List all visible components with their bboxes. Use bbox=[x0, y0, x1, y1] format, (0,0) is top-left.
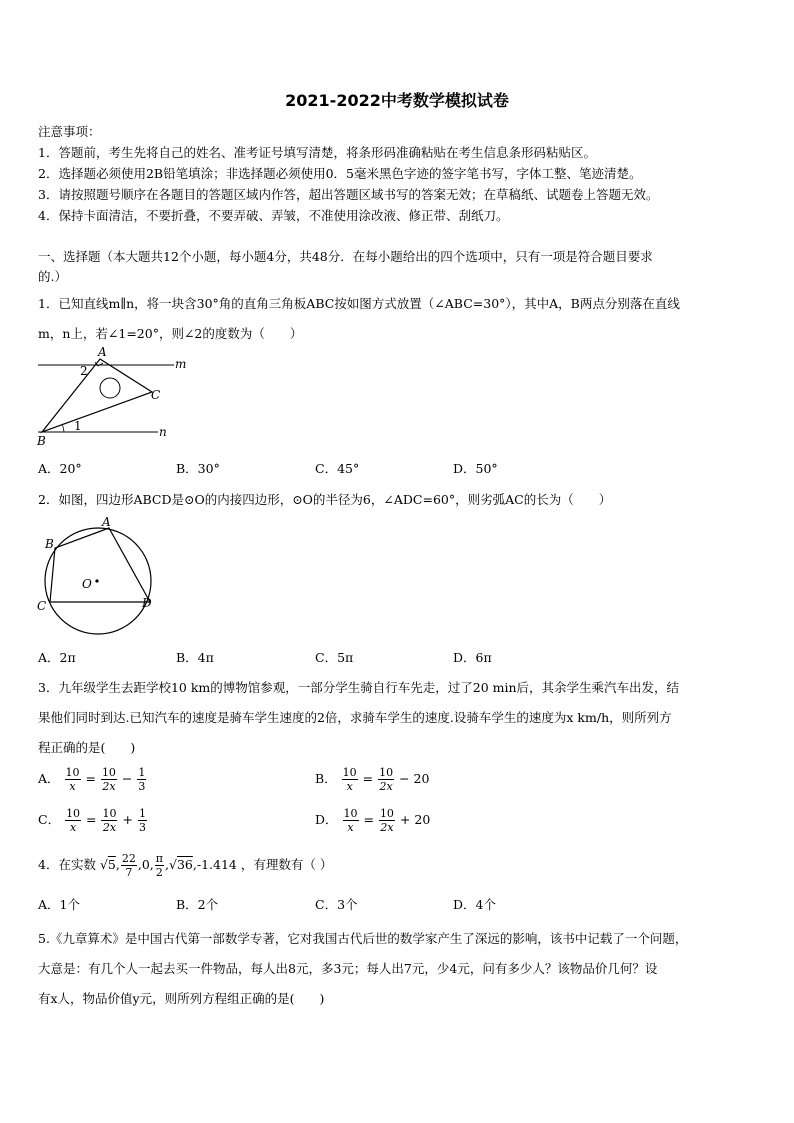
radicand: 36 bbox=[176, 857, 193, 872]
fraction bbox=[342, 766, 358, 793]
q4-text: 4．在实数 √5, $\frac{22}{7}$ ,0, $\frac{\pi}{2}$ ,√36,-1.414 ，有理数有（ ） bbox=[38, 852, 333, 879]
label-angle-2: 2 bbox=[80, 364, 88, 378]
sqrt-5: √5 bbox=[99, 857, 116, 872]
fraction-22-7 bbox=[121, 852, 137, 879]
denominator: 2x bbox=[380, 821, 394, 834]
denominator: 2x bbox=[379, 780, 393, 793]
q1-figure bbox=[34, 344, 194, 448]
label-b: B bbox=[37, 434, 46, 448]
triangle-abc bbox=[42, 359, 152, 432]
option-label: C． bbox=[38, 812, 61, 827]
denominator: x bbox=[346, 780, 353, 793]
notice-heading: 注意事项： bbox=[38, 124, 101, 139]
q3-option-b[interactable]: B． $\frac{10}{x}$ = $\frac{10}{2x}$ − 20 bbox=[315, 766, 430, 793]
fraction-pi-2 bbox=[155, 852, 164, 879]
q2-option-b[interactable]: B．4π bbox=[176, 650, 214, 665]
label-a: A bbox=[98, 345, 107, 359]
denominator: x bbox=[69, 780, 76, 793]
constant-term: + 20 bbox=[399, 812, 431, 827]
denominator: x bbox=[69, 821, 77, 834]
label-d: D bbox=[142, 596, 152, 610]
label-b: B bbox=[45, 537, 54, 551]
page-title: 2021-2022中考数学模拟试卷 bbox=[285, 91, 509, 110]
label-n: n bbox=[159, 425, 167, 439]
fraction bbox=[137, 766, 146, 793]
numerator: 10 bbox=[101, 766, 116, 779]
q2-option-a[interactable]: A．2π bbox=[38, 650, 76, 665]
numerator: 10 bbox=[102, 807, 117, 820]
numerator: 1 bbox=[138, 807, 146, 820]
numerator: 10 bbox=[66, 807, 81, 820]
center-point bbox=[95, 579, 98, 582]
q3-text-line3: 程正确的是( ) bbox=[38, 740, 136, 755]
q3-option-c[interactable]: C． $\frac{10}{x}$ = $\frac{10}{2x}$ + $\frac{1}{3}$ bbox=[38, 807, 146, 834]
label-c: C bbox=[151, 388, 161, 402]
label-m: m bbox=[175, 357, 187, 371]
numerator: 1 bbox=[138, 766, 146, 779]
denominator: 3 bbox=[138, 780, 146, 793]
option-label: A． bbox=[38, 771, 60, 786]
numerator: 22 bbox=[121, 852, 136, 865]
q4-option-a[interactable]: A．1个 bbox=[38, 897, 80, 912]
q4-option-c[interactable]: C．3个 bbox=[315, 897, 358, 912]
notice-item: 3．请按照题号顺序在各题目的答题区域内作答，超出答题区域书写的答案无效；在草稿纸、试题卷上答题无效。 bbox=[38, 187, 659, 202]
q1-option-a[interactable]: A．20° bbox=[38, 461, 82, 476]
fraction bbox=[138, 807, 147, 834]
numerator: 10 bbox=[379, 766, 394, 779]
fraction bbox=[65, 807, 81, 834]
q4-suffix: ，有理数有（ ） bbox=[240, 857, 333, 872]
fraction bbox=[379, 807, 395, 834]
notice-item: 2．选择题必须使用2B铅笔填涂；非选择题必须使用0．5毫米黑色字迹的签字笔书写，字体工整、笔迹清楚。 bbox=[38, 166, 642, 181]
numerator: 10 bbox=[343, 807, 358, 820]
q3-option-a[interactable]: A． $\frac{10}{x}$ = $\frac{10}{2x}$ − $\frac{1}{3}$ bbox=[38, 766, 146, 793]
section-heading-line2: 的.） bbox=[38, 269, 67, 284]
denominator: x bbox=[347, 821, 354, 834]
fraction bbox=[343, 807, 359, 834]
q4-prefix: 4．在实数 bbox=[38, 857, 96, 872]
q4-option-b[interactable]: B．2个 bbox=[176, 897, 219, 912]
option-label: D． bbox=[315, 812, 338, 827]
q3-option-d[interactable]: D． $\frac{10}{x}$ = $\frac{10}{2x}$ + 20 bbox=[315, 807, 431, 834]
constant-term: − 20 bbox=[399, 771, 430, 786]
q1-text-line1: 1．已知直线m∥n，将一块含30°角的直角三角板ABC按如图方式放置（∠ABC=30°），其中A，B两点分别落在直线 bbox=[38, 296, 680, 311]
option-label: B． bbox=[315, 771, 337, 786]
operator: + bbox=[122, 812, 133, 827]
label-a: A bbox=[102, 515, 111, 529]
operator: − bbox=[121, 771, 133, 786]
q4-option-d[interactable]: D．4个 bbox=[453, 897, 496, 912]
q1-option-d[interactable]: D．50° bbox=[453, 461, 498, 476]
zero-value: 0 bbox=[141, 857, 150, 872]
q5-text-line2: 大意是：有几个人一起去买一件物品，每人出8元，多3元；每人出7元，少4元，问有多少人？该物品价几何？设 bbox=[38, 961, 658, 976]
numerator: π bbox=[155, 852, 163, 865]
fraction bbox=[378, 766, 394, 793]
sqrt-36: √36 bbox=[168, 857, 193, 872]
q2-text: 2．如图，四边形ABCD是⊙O的内接四边形，⊙O的半径为6，∠ADC=60°，则劣弧AC的长为（ ） bbox=[38, 492, 612, 507]
fraction bbox=[101, 807, 117, 834]
q3-text-line1: 3．九年级学生去距学校10 km的博物馆参观，一部分学生骑自行车先走，过了20 min后，其余学生乘汽车出发，结 bbox=[38, 680, 680, 695]
decimal-value: -1.414 bbox=[196, 857, 237, 872]
q2-figure bbox=[34, 514, 164, 642]
q5-text-line1: 5.《九章算术》是中国古代第一部数学专著，它对我国古代后世的数学家产生了深远的影响，该书中记载了一个问题， bbox=[38, 931, 688, 946]
notice-item: 1．答题前，考生先将自己的姓名、准考证号填写清楚，将条形码准确粘贴在考生信息条形码粘贴区。 bbox=[38, 145, 596, 160]
q1-option-b[interactable]: B．30° bbox=[176, 461, 220, 476]
label-o: O bbox=[82, 577, 92, 591]
triangle-hole bbox=[100, 378, 120, 398]
angle-1-arc bbox=[62, 424, 64, 432]
numerator: 10 bbox=[342, 766, 357, 779]
section-heading-line1: 一、选择题（本大题共12个小题，每小题4分，共48分．在每小题给出的四个选项中，只有一项是符合题目要求 bbox=[38, 249, 653, 264]
label-c: C bbox=[37, 599, 47, 613]
denominator: 2x bbox=[102, 821, 117, 834]
denominator: 2 bbox=[155, 866, 163, 879]
q5-text-line3: 有x人，物品价值y元，则所列方程组正确的是( ) bbox=[38, 991, 325, 1006]
denominator: 7 bbox=[125, 866, 133, 879]
q1-text-line2: m，n上，若∠1=20°，则∠2的度数为（ ） bbox=[38, 326, 303, 341]
q2-option-d[interactable]: D．6π bbox=[453, 650, 492, 665]
denominator: 2x bbox=[102, 780, 116, 793]
radicand: 5 bbox=[107, 857, 116, 872]
label-angle-1: 1 bbox=[74, 419, 82, 433]
fraction bbox=[65, 766, 81, 793]
denominator: 3 bbox=[138, 821, 146, 834]
numerator: 10 bbox=[65, 766, 80, 779]
q2-option-c[interactable]: C．5π bbox=[315, 650, 354, 665]
q3-text-line2: 果他们同时到达.已知汽车的速度是骑车学生速度的2倍，求骑车学生的速度.设骑车学生的速度为x km/h，则所列方 bbox=[38, 710, 672, 725]
q1-option-c[interactable]: C．45° bbox=[315, 461, 360, 476]
numerator: 10 bbox=[379, 807, 394, 820]
fraction bbox=[101, 766, 117, 793]
notice-item: 4．保持卡面清洁，不要折叠，不要弄破、弄皱，不准使用涂改液、修正带、刮纸刀。 bbox=[38, 208, 509, 223]
